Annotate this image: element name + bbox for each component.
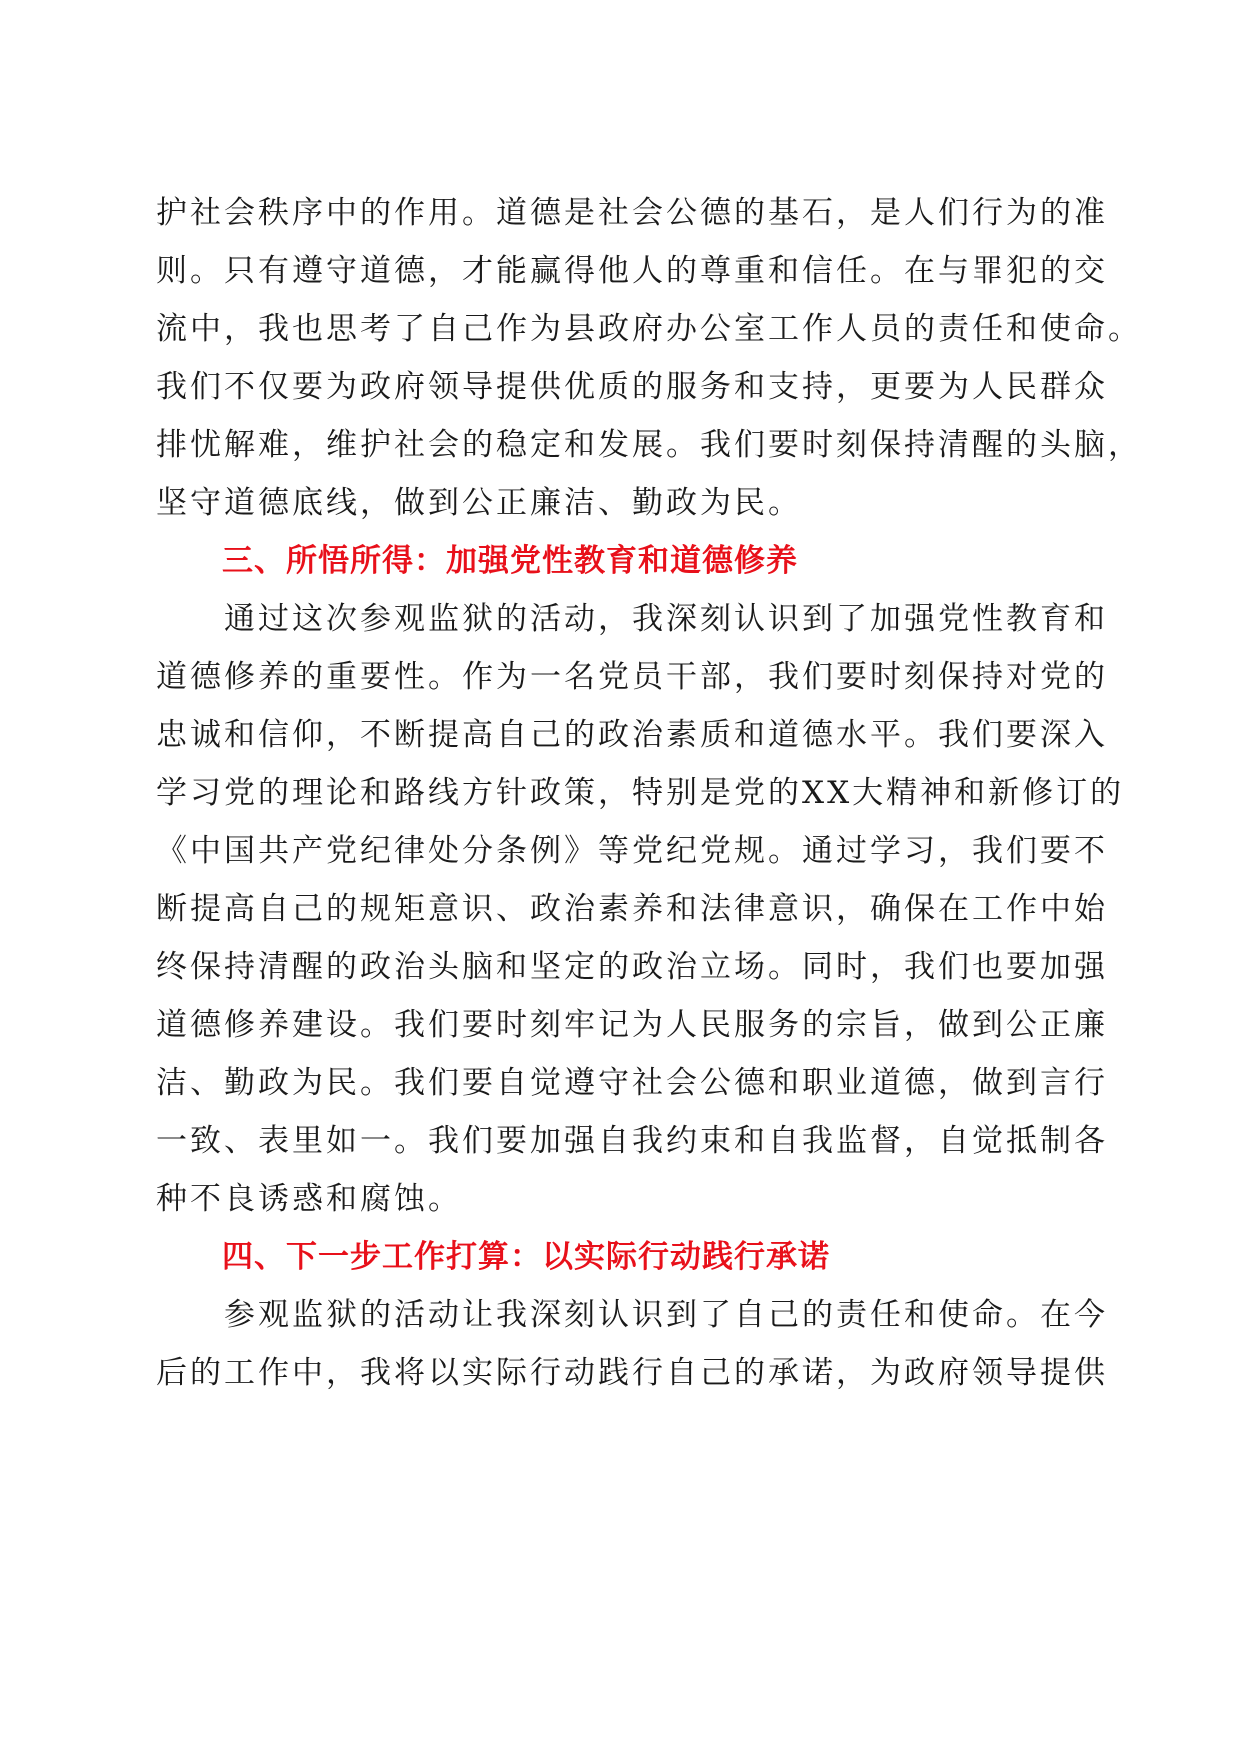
section-heading-3: 三、所悟所得：加强党性教育和道德修养 xyxy=(222,543,798,579)
section-heading-4: 四、下一步工作打算：以实际行动践行承诺 xyxy=(222,1239,830,1275)
paragraph-2-line-8: 道德修养建设。我们要时刻牢记为人民服务的宗旨，做到公正廉 xyxy=(156,1007,1108,1043)
paragraph-1-line-4: 我们不仅要为政府领导提供优质的服务和支持，更要为人民群众 xyxy=(156,369,1108,405)
paragraph-2-line-11: 种不良诱惑和腐蚀。 xyxy=(156,1181,462,1217)
paragraph-2-line-1: 通过这次参观监狱的活动，我深刻认识到了加强党性教育和 xyxy=(224,601,1108,637)
paragraph-2-line-10: 一致、表里如一。我们要加强自我约束和自我监督，自觉抵制各 xyxy=(156,1123,1108,1159)
paragraph-1-line-6: 坚守道德底线，做到公正廉洁、勤政为民。 xyxy=(156,485,802,521)
paragraph-1-line-1: 护社会秩序中的作用。道德是社会公德的基石，是人们行为的准 xyxy=(156,195,1108,231)
paragraph-3-line-1: 参观监狱的活动让我深刻认识到了自己的责任和使命。在今 xyxy=(224,1297,1108,1333)
paragraph-2-line-5: 《中国共产党纪律处分条例》等党纪党规。通过学习，我们要不 xyxy=(156,833,1108,869)
paragraph-1-line-2: 则。只有遵守道德，才能赢得他人的尊重和信任。在与罪犯的交 xyxy=(156,253,1108,289)
paragraph-2-line-2: 道德修养的重要性。作为一名党员干部，我们要时刻保持对党的 xyxy=(156,659,1108,695)
paragraph-2-line-6: 断提高自己的规矩意识、政治素养和法律意识，确保在工作中始 xyxy=(156,891,1108,927)
paragraph-2-line-7: 终保持清醒的政治头脑和坚定的政治立场。同时，我们也要加强 xyxy=(156,949,1108,985)
paragraph-1-line-5: 排忧解难，维护社会的稳定和发展。我们要时刻保持清醒的头脑， xyxy=(156,427,1142,463)
paragraph-2-line-3: 忠诚和信仰，不断提高自己的政治素质和道德水平。我们要深入 xyxy=(156,717,1108,753)
paragraph-2-line-9: 洁、勤政为民。我们要自觉遵守社会公德和职业道德，做到言行 xyxy=(156,1065,1108,1101)
paragraph-2-line-4: 学习党的理论和路线方针政策，特别是党的XX大精神和新修订的 xyxy=(156,775,1125,811)
paragraph-3-line-2: 后的工作中，我将以实际行动践行自己的承诺，为政府领导提供 xyxy=(156,1355,1108,1391)
paragraph-1-line-3: 流中，我也思考了自己作为县政府办公室工作人员的责任和使命。 xyxy=(156,311,1142,347)
